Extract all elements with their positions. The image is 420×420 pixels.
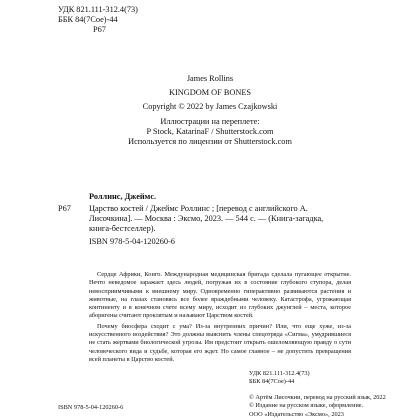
- udk-code: УДК 821.111-312.4(73): [58, 5, 138, 14]
- bibliographic-sign: Р67: [58, 204, 71, 213]
- original-title: KINGDOM OF BONES: [168, 87, 252, 97]
- publisher-copyright: ООО «Издательство «Эксмо», 2023: [249, 410, 344, 418]
- footer-codes: [249, 370, 310, 387]
- license-note: Используется по лицензии от Shutterstock.com: [128, 136, 292, 146]
- annotation: [89, 271, 351, 364]
- annotation-paragraph: Сердце Африки, Конго. Международная медицинская бригада сделала пугающее открытие. Нечто неведомое заражает здесь людей, погружая их в состояние глубокого ступора, делая невосприимчивыми к внешнему миру. Одновременно гиперактивно развиваются растения и животные, на глазах становясь все более враждебными человеку. Катастрофа, угрожающая континенту и в конечном счете всему миру, исходит из глубоких джунглей – места, которое аборигены считают проклятым и называют Царством костей.: [89, 271, 351, 320]
- bibliographic-heading: Роллинс, Джеймс.: [89, 192, 157, 201]
- isbn: ISBN 978-5-04-120260-6: [89, 237, 175, 246]
- footer-udk: УДК 821.111-312.4(73): [249, 370, 310, 377]
- bibliographic-description: Царство костей / Джеймс Роллинс ; [перевод с английского А. Лисочкина]. — Москва : Эксмо, 2023. — 544 с. — (Книга-загадка, книга-бестселлер).: [89, 204, 324, 233]
- footer-bbk: ББК 84(7Сое)-44: [249, 378, 295, 386]
- original-edition-block: [0, 74, 420, 147]
- author-sign: Р67: [93, 24, 106, 34]
- annotation-paragraph: Почему биосфера сходит с ума? Из-за внутренних причин? Или, что еще хуже, из-за искусственного воздействия? Это должны выяснить члены спецотряда «Сигма», умудрившиеся не стать жертвами биологической угрозы. Им предстоит открыть ошеломляющую правду о сути человеческого вида и судьбе, которая его ждет. Но самое главное – не допустить превращения всей планеты в Царство костей.: [89, 322, 351, 363]
- footer-copyrights: [249, 394, 386, 419]
- original-author: James Rollins: [186, 74, 234, 83]
- original-copyright: Copyright © 2022 by James Czajkowski: [142, 101, 278, 111]
- cover-credit-heading: Иллюстрации на переплете:: [160, 117, 260, 127]
- bbk-code: ББК 84(7Сое)-44: [58, 14, 118, 24]
- edition-copyright: © Издание на русском языке, оформление.: [249, 402, 364, 410]
- translation-copyright: © Артём Лисочкин, перевод на русский язык, 2022: [249, 394, 386, 401]
- classification-codes: [58, 5, 138, 34]
- footer-isbn: ISBN 978-5-04-120260-6: [58, 404, 124, 411]
- cover-credit: P Stock, KatarinaF / Shutterstock.com: [146, 127, 274, 137]
